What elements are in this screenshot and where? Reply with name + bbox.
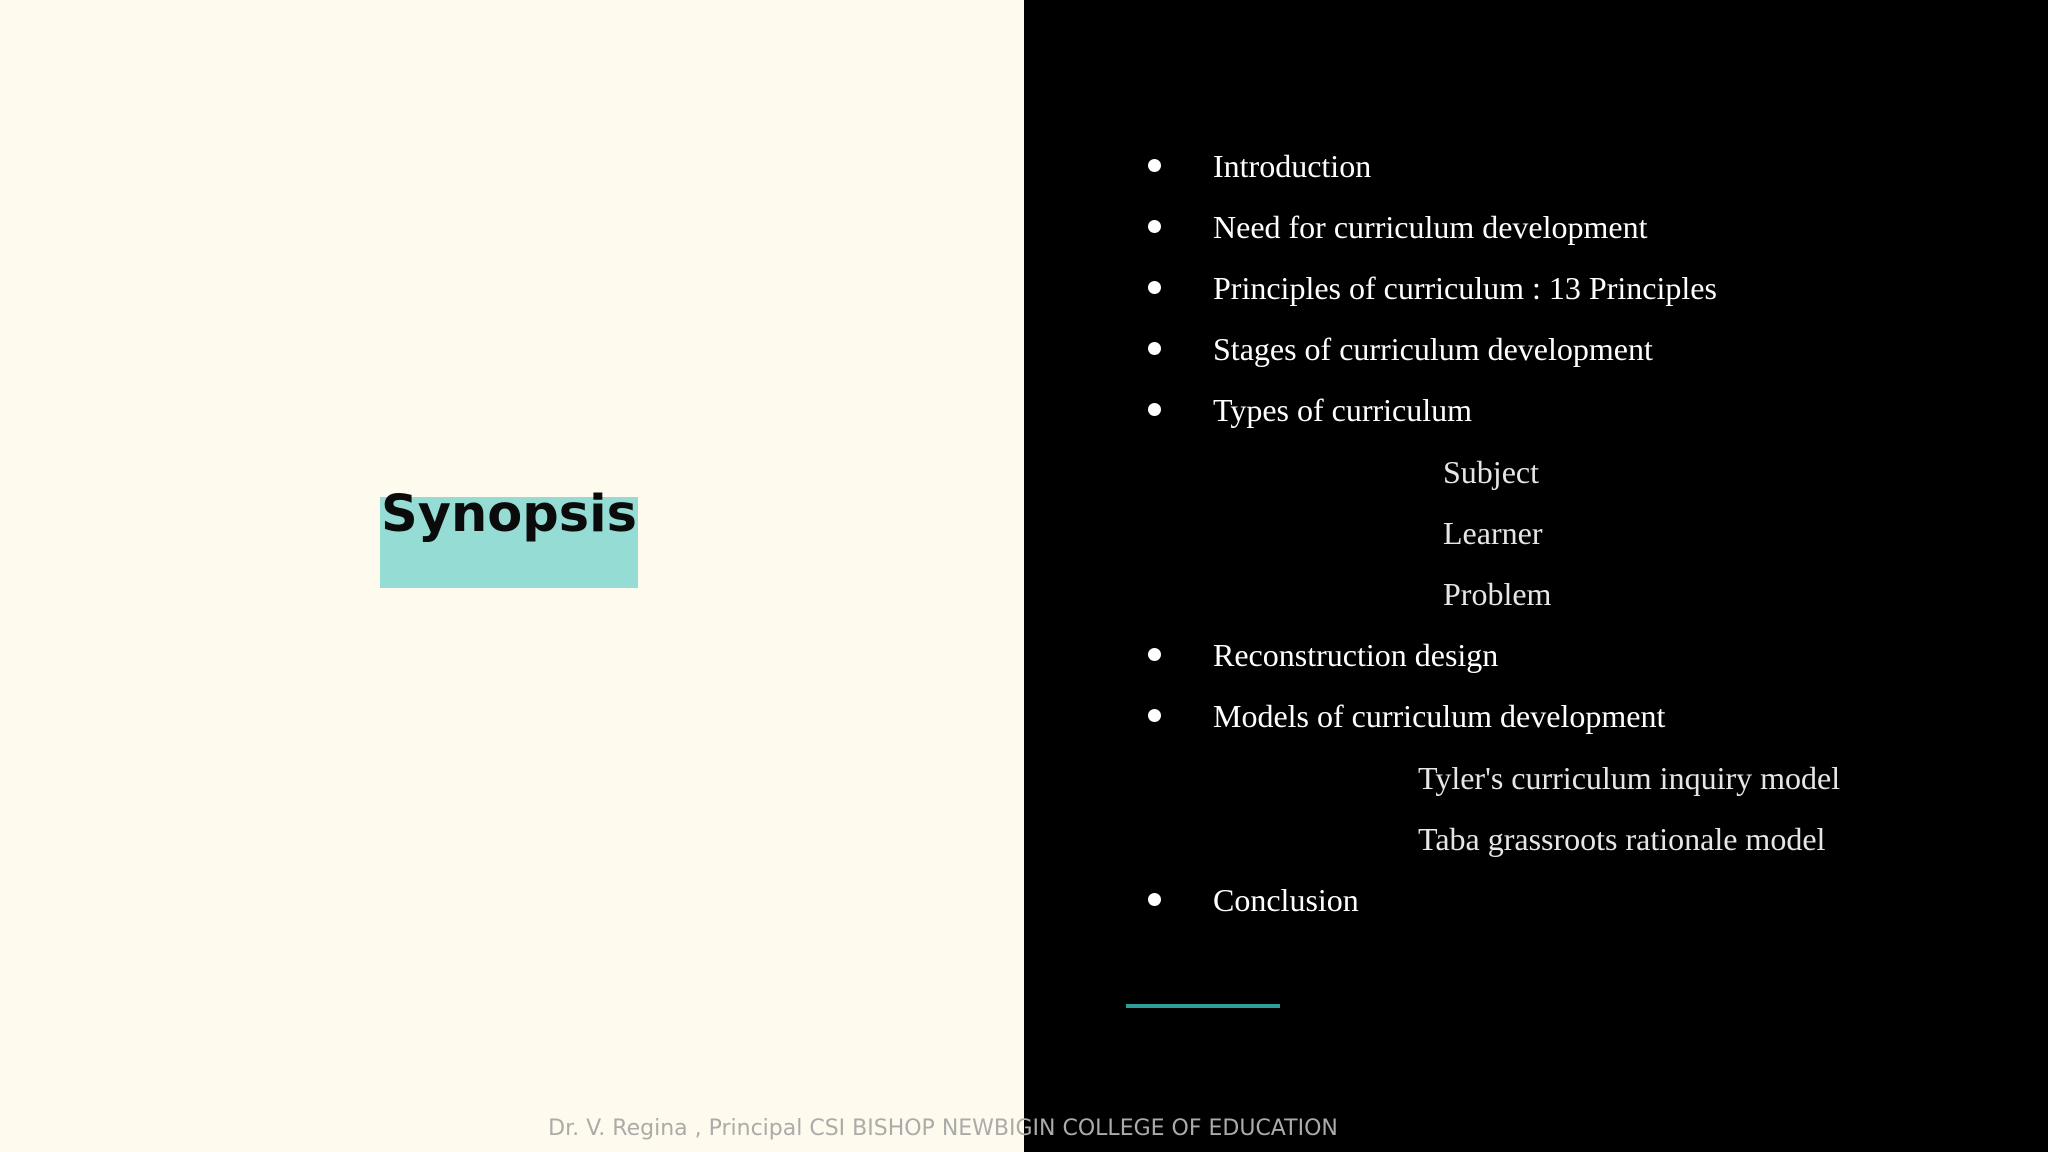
bullet-dot: [1148, 893, 1161, 906]
slide-title: Synopsis: [380, 485, 638, 544]
subitem-taba: Taba grassroots rationale model: [1418, 821, 1826, 857]
subitem-problem: Problem: [1443, 576, 1552, 612]
subitem-subject: Subject: [1443, 454, 1539, 490]
item-conclusion: Conclusion: [1213, 882, 1359, 918]
bullet-dot: [1148, 403, 1161, 416]
footer-text: Dr. V. Regina , Principal CSI BISHOP NEWBIGIN COLLEGE OF EDUCATION: [548, 1116, 1338, 1141]
bullet-dot: [1148, 220, 1161, 233]
bullet-dot: [1148, 281, 1161, 294]
item-reconstruction: Reconstruction design: [1213, 637, 1499, 673]
bullet-dot: [1148, 159, 1161, 172]
accent-line: [1126, 1004, 1280, 1008]
bullet-dot: [1148, 648, 1161, 661]
item-stages: Stages of curriculum development: [1213, 331, 1653, 367]
item-types: Types of curriculum: [1213, 392, 1473, 428]
item-principles: Principles of curriculum : 13 Principles: [1213, 270, 1717, 306]
item-need: Need for curriculum development: [1213, 209, 1648, 245]
bullet-dot: [1148, 709, 1161, 722]
item-introduction: Introduction: [1213, 148, 1372, 184]
subitem-learner: Learner: [1443, 515, 1543, 551]
item-models: Models of curriculum development: [1213, 698, 1666, 734]
subitem-tyler: Tyler's curriculum inquiry model: [1418, 760, 1841, 796]
bullet-dot: [1148, 342, 1161, 355]
